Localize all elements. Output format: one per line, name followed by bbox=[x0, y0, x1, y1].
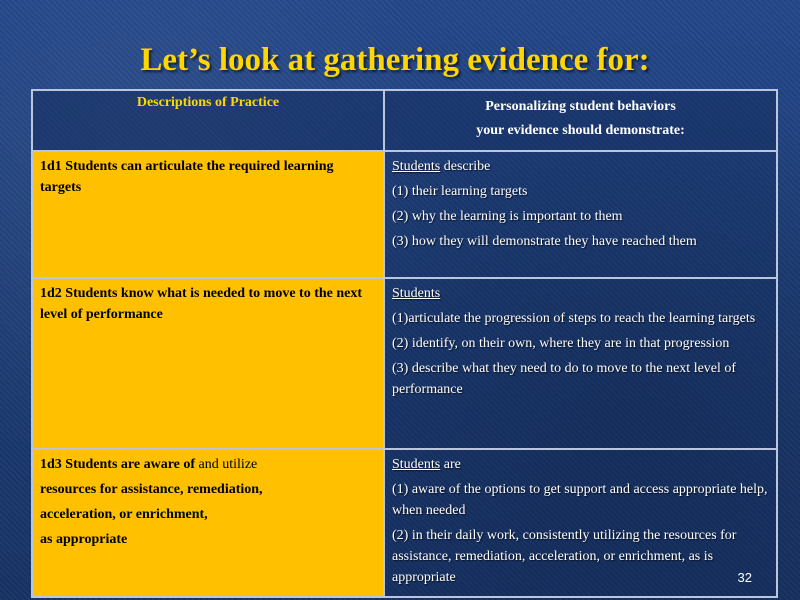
evidence-table bbox=[31, 89, 778, 598]
practice-description-1d2: 1d2 Students know what is needed to move to the next level of performance bbox=[32, 278, 384, 449]
header-evidence-line1: Personalizing student behaviors bbox=[485, 99, 676, 114]
slide-number: 32 bbox=[737, 570, 752, 585]
slide-title: Let’s look at gathering evidence for: bbox=[140, 42, 650, 78]
header-evidence-line2: your evidence should demonstrate: bbox=[476, 123, 685, 138]
evidence-cell-1d2 bbox=[384, 278, 777, 449]
evidence-item: (2) in their daily work, consistently utilizing the resources for assistance, remediation, acceleration, or enrichment, as is appropriate bbox=[392, 528, 737, 585]
table-row bbox=[32, 449, 777, 597]
evidence-item: (3) how they will demonstrate they have reached them bbox=[392, 234, 697, 249]
evidence-subject: Students bbox=[392, 286, 441, 301]
evidence-item: (1) aware of the options to get support and access appropriate help, when needed bbox=[392, 482, 768, 518]
evidence-subject: Students are bbox=[392, 457, 461, 472]
evidence-subject: Students describe bbox=[392, 159, 491, 174]
table-row bbox=[32, 151, 777, 278]
evidence-cell-1d1 bbox=[384, 151, 777, 278]
practice-description-1d1: 1d1 Students can articulate the required learning targets bbox=[32, 151, 384, 278]
header-descriptions-of-practice: Descriptions of Practice bbox=[32, 90, 384, 151]
evidence-item: (1) their learning targets bbox=[392, 184, 528, 199]
evidence-cell-1d3 bbox=[384, 449, 777, 597]
evidence-item: (3) describe what they need to do to move to the next level of performance bbox=[392, 361, 737, 397]
header-evidence bbox=[384, 90, 777, 151]
evidence-item: (2) identify, on their own, where they are in that progression bbox=[392, 336, 730, 351]
table-header-row bbox=[32, 90, 777, 151]
practice-description-1d3: 1d3 Students are aware of and utilize resources for assistance, remediation, acceleration, or enrichment, as appropriate bbox=[32, 449, 384, 597]
evidence-item: (2) why the learning is important to them bbox=[392, 209, 623, 224]
evidence-item: (1)articulate the progression of steps to reach the learning targets bbox=[392, 311, 756, 326]
table-row bbox=[32, 278, 777, 449]
